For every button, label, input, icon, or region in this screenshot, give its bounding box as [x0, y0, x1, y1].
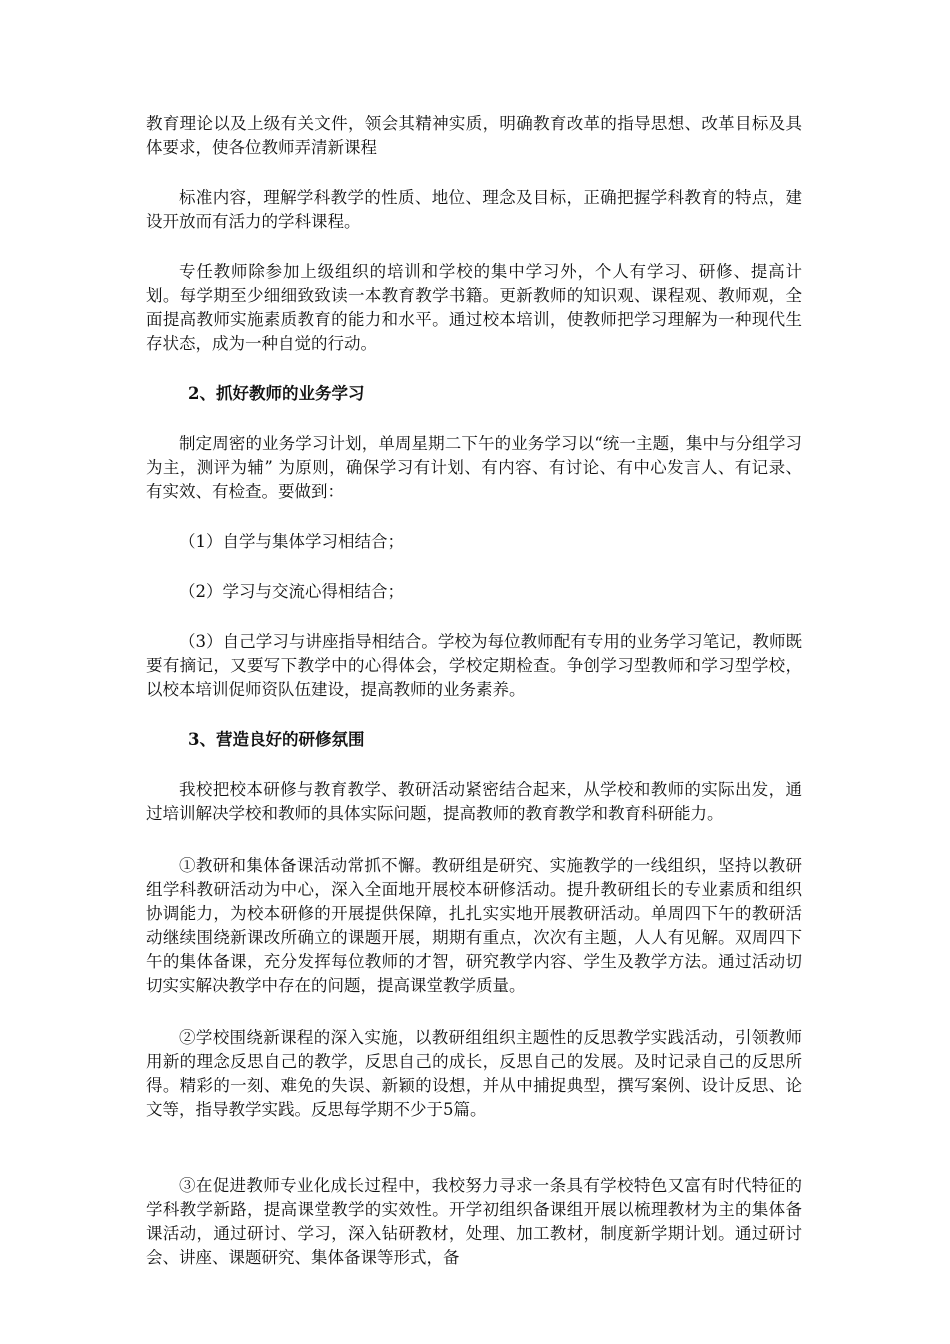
paragraph-reflection: ②学校围绕新课程的深入实施，以教研组组织主题性的反思教学实践活动，引领教师用新的理念反思自己的教学，反思自己的成长，反思自己的发展。及时记录自己的反思所得。精彩的一刻、难免的失误、新颖的设想，并从中捕捉典型，撰写案例、设计反思、论文等，指导教学实践。反思每学期不少于5篇。 — [146, 1028, 802, 1119]
paragraph-theory-study: 教育理论以及上级有关文件，领会其精神实质，明确教育改革的指导思想、改革目标及具体要求，使各位教师弄清新课程 — [146, 114, 802, 157]
paragraph-curriculum-standard: 标准内容，理解学科教学的性质、地位、理念及目标，正确把握学科教育的特点，建设开放而有活力的学科课程。 — [146, 188, 802, 231]
heading-business-study: 2、抓好教师的业务学习 — [188, 384, 365, 403]
paragraph-school-research: 我校把校本研修与教育教学、教研活动紧密结合起来，从学校和教师的实际出发，通过培训解决学校和教师的具体实际问题，提高教师的教育教学和教育科研能力。 — [146, 780, 802, 823]
heading-research-atmosphere: 3、营造良好的研修氛围 — [188, 730, 365, 749]
paragraph-teacher-plan: 专任教师除参加上级组织的培训和学校的集中学习外，个人有学习、研修、提高计划。每学期至少细细致致读一本教育教学书籍。更新教师的知识观、课程观、教师观，全面提高教师实施素质教育的能力和水平。通过校本培训，使教师把学习理解为一种现代生存状态，成为一种自觉的行动。 — [146, 262, 802, 353]
list-item-2: （2）学习与交流心得相结合； — [179, 582, 404, 601]
paragraph-professional-growth: ③在促进教师专业化成长过程中，我校努力寻求一条具有学校特色又富有时代特征的学科教学新路，提高课堂教学的实效性。开学初组织备课组开展以梳理教材为主的集体备课活动，通过研讨、学习，深入钻研教材，处理、加工教材，制度新学期计划。通过研讨会、讲座、课题研究、集体备课等形式，备 — [146, 1176, 802, 1267]
paragraph-study-plan: 制定周密的业务学习计划，单周星期二下午的业务学习以“统一主题，集中与分组学习为主，测评为辅” 为原则，确保学习有计划、有内容、有讨论、有中心发言人、有记录、有实效、有检查。要做到： — [146, 434, 802, 501]
paragraph-teaching-research: ①教研和集体备课活动常抓不懈。教研组是研究、实施教学的一线组织，坚持以教研组学科教研活动为中心，深入全面地开展校本研修活动。提升教研组长的专业素质和组织协调能力，为校本研修的开展提供保障，扎扎实实地开展教研活动。单周四下午的教研活动继续围绕新课改所确立的课题开展，期期有重点，次次有主题，人人有见解。双周四下午的集体备课，充分发挥每位教师的才智，研究教学内容、学生及教学方法。通过活动切切实实解决教学中存在的问题，提高课堂教学质量。 — [146, 856, 802, 995]
list-item-1: （1）自学与集体学习相结合； — [179, 532, 404, 551]
list-item-3: （3）自己学习与讲座指导相结合。学校为每位教师配有专用的业务学习笔记，教师既要有摘记，又要写下教学中的心得体会，学校定期检查。争创学习型教师和学习型学校，以校本培训促师资队伍建设，提高教师的业务素养。 — [146, 632, 802, 699]
